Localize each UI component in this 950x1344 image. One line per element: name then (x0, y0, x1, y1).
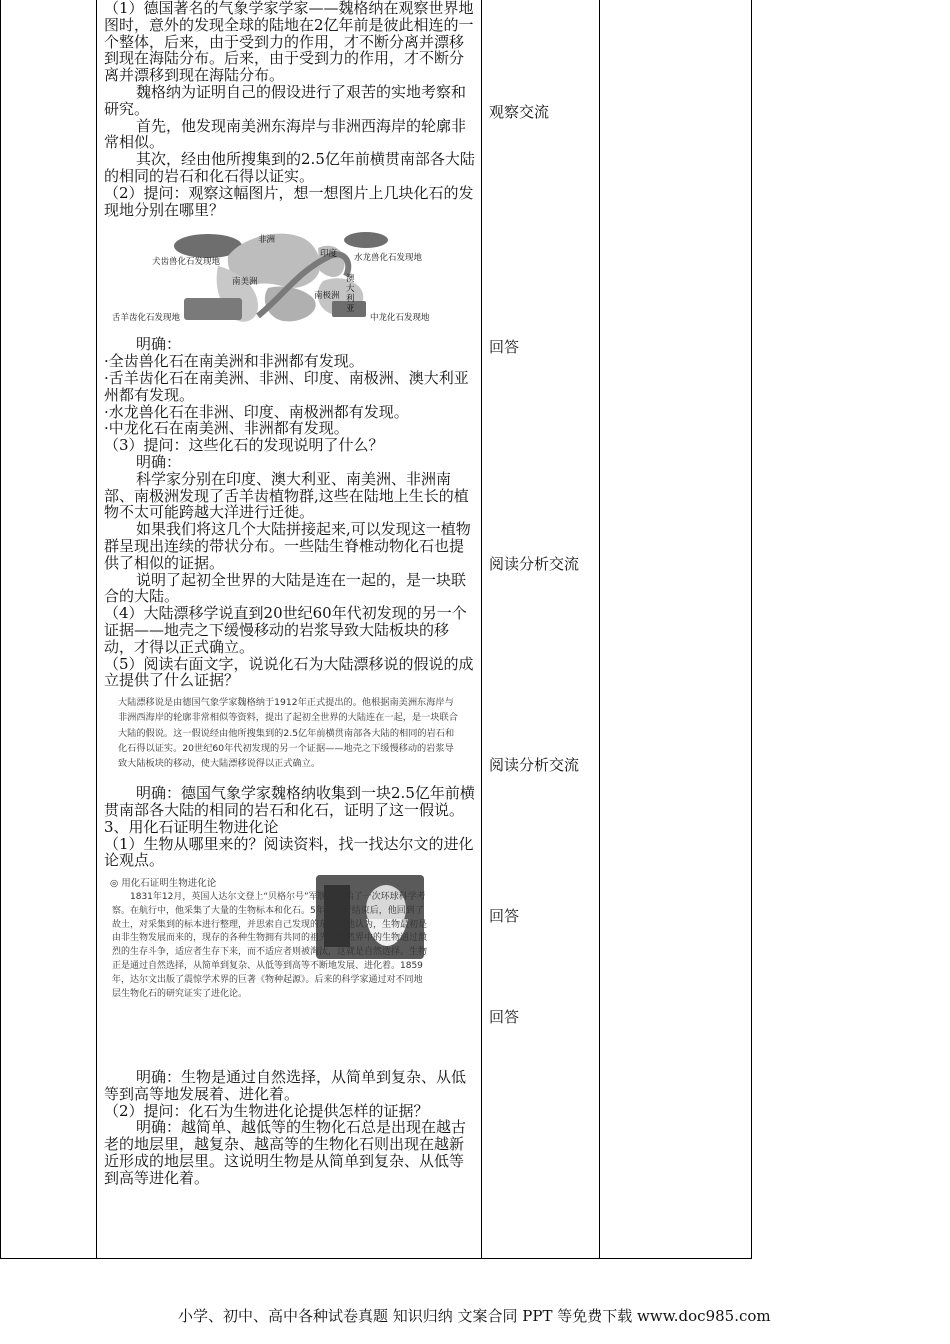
student-activity: 回答 (489, 907, 520, 925)
paragraph: 明确：生物是通过自然选择，从简单到复杂、从低等到高等地发展着、进化着。 (104, 1068, 467, 1103)
paragraph: ·全齿兽化石在南美洲和非洲都有发现。 (104, 352, 364, 371)
paragraph: 明确： (136, 335, 182, 354)
paragraph: （5）阅读右面文字，说说化石为大陆漂移说的假说的成立提供了什么证据？ (104, 654, 474, 690)
student-activity: 观察交流 (489, 103, 550, 121)
map-label-india: 印度 (320, 249, 338, 260)
paragraph: （3）提问：这些化石的发现说明了什么？ (104, 436, 384, 455)
student-activity: 回答 (489, 1008, 520, 1026)
paragraph: 明确： (136, 452, 182, 471)
paragraph: （4）大陆漂移学说直到20世纪60年代初发现的另一个证据——地壳之下缓慢移动的岩浆导致大陆板块的移动，才得以正式确立。 (104, 604, 467, 656)
paragraph: ·中龙化石在南美洲、非洲都有发现。 (104, 419, 349, 438)
paragraph: 说明了起初全世界的大陆是连在一起的，是一块联合的大陆。 (104, 570, 467, 606)
student-activity: 阅读分析交流 (489, 555, 580, 573)
column-divider (481, 0, 482, 1258)
paragraph: 其次，经由他所搜集到的2.5亿年前横贯南部各大陆的相同的岩石和化石得以证实。 (104, 150, 475, 185)
paragraph: （2）提问：化石为生物进化论提供怎样的证据？ (104, 1101, 429, 1120)
reading-box-title: ◎ 用化石证明生物进化论 (110, 878, 217, 890)
paragraph: （2）提问：观察这幅图片，想一想图片上几块化石的发现地分别在哪里？ (104, 183, 474, 219)
teaching-content (104, 0, 476, 1187)
fossil-distribution-map (108, 226, 472, 328)
paragraph: ·水龙兽化石在非洲、印度、南极洲都有发现。 (104, 402, 409, 421)
map-label-quanchi: 犬齿兽化石发现地 (152, 257, 221, 268)
paragraph: 科学家分别在印度、澳大利亚、南美洲、非洲南部、南极洲发现了舌羊齿植物群,这些在陆地上生长的植物不太可能跨越大洋进行迁徙。 (104, 469, 469, 522)
paragraph: ·舌羊齿化石在南美洲、非洲、印度、南极洲、澳大利亚州都有发现。 (104, 368, 469, 404)
student-activity: 阅读分析交流 (489, 756, 580, 774)
map-label-antarctica: 南极洲 (314, 291, 340, 302)
column-divider (96, 0, 97, 1258)
map-label-australia: 澳大利亚 (346, 274, 355, 315)
page-footer: 小学、初中、高中各种试卷真题 知识归纳 文案合同 PPT 等免费下载 www.doc985.com (178, 1307, 771, 1325)
map-label-shuilong: 水龙兽化石发现地 (354, 253, 423, 264)
column-divider (599, 0, 600, 1258)
paragraph: 明确：越简单、越低等的生物化石总是出现在越古老的地层里，越复杂、越高等的生物化石则出现在越新近形成的地层里。这说明生物是从简单到复杂、从低等到高等进化着。 (104, 1118, 467, 1187)
paragraph: 明确：德国气象学家魏格纳收集到一块2.5亿年前横贯南部各大陆的相同的岩石和化石，证明了这一假说。 (104, 784, 475, 819)
map-label-zhonglong: 中龙化石发现地 (370, 313, 430, 324)
paragraph: （1）德国著名的气象学家学家——魏格纳在观察世界地图时，意外的发现全球的陆地在2亿年前是彼此相连的一个整体，后来，由于受到力的作用，才不断分离并漂移到现在海陆分布。后来，由于受到力的作用，才不断分离并漂移到现在海陆分布。 (104, 0, 474, 85)
map-label-south-america: 南美洲 (232, 277, 258, 288)
paragraph: 如果我们将这几个大陆拼接起来,可以发现这一植物群呈现出连续的带状分布。一些陆生脊椎动物化石也提供了相似的证据。 (104, 520, 471, 572)
paragraph: 魏格纳为证明自己的假设进行了艰苦的实地考察和研究。 (104, 82, 467, 118)
fossil-photo (184, 298, 242, 320)
reading-excerpt: 大陆漂移说是由德国气象学家魏格纳于1912年正式提出的。他根据南美洲东海岸与非洲西海岸的轮廓非常相似等资料，提出了起初全世界的大陆连在一起，是一块联合大陆的假说。这一假说经由他所搜集到的2.5亿年前横贯南部各大陆的相同的岩石和化石得以证实。20世纪60年代初发现的另一个证据——地壳之下缓慢移动的岩浆导致大陆板块的移动，使大陆漂移说得以正式确立。 (118, 697, 458, 769)
fossil-photo (344, 232, 388, 248)
evolution-reading-box (106, 875, 426, 1063)
student-activity: 回答 (489, 338, 520, 356)
reading-box-text: 1831年12月，英国人达尔文登上“贝格尔号”军舰，开始了一次环球科学考察。在航行中，他采集了大量的生物标本和化石。5年的航行结束后，他回到了故土，对采集到的标本进行整理，并思索自己发现的东西。他认为，生物最初是由非生物发展而来的，现存的各种生物拥有共同的祖先。自然界中的生物通过激烈的生存斗争，适应者生存下来，而不适应者则被淘汰，这就是自然选择。生物正是通过自然选择，从简单到复杂、从低等到高等不断地发展、进化着。1859年，达尔文出版了震惊学术界的巨著《物种起源》。后来的科学家通过对不同地层生物化石的研究证实了进化论。 (112, 892, 428, 999)
map-label-africa: 非洲 (258, 235, 276, 246)
paragraph: 首先，他发现南美洲东海岸与非洲西海岸的轮廓非常相似。 (104, 116, 467, 152)
section-heading: 3、用化石证明生物进化论 (104, 817, 279, 836)
map-label-sheyang: 舌羊齿化石发现地 (112, 313, 181, 324)
paragraph: （1）生物从哪里来的？阅读资料，找一找达尔文的进化论观点。 (104, 834, 474, 870)
